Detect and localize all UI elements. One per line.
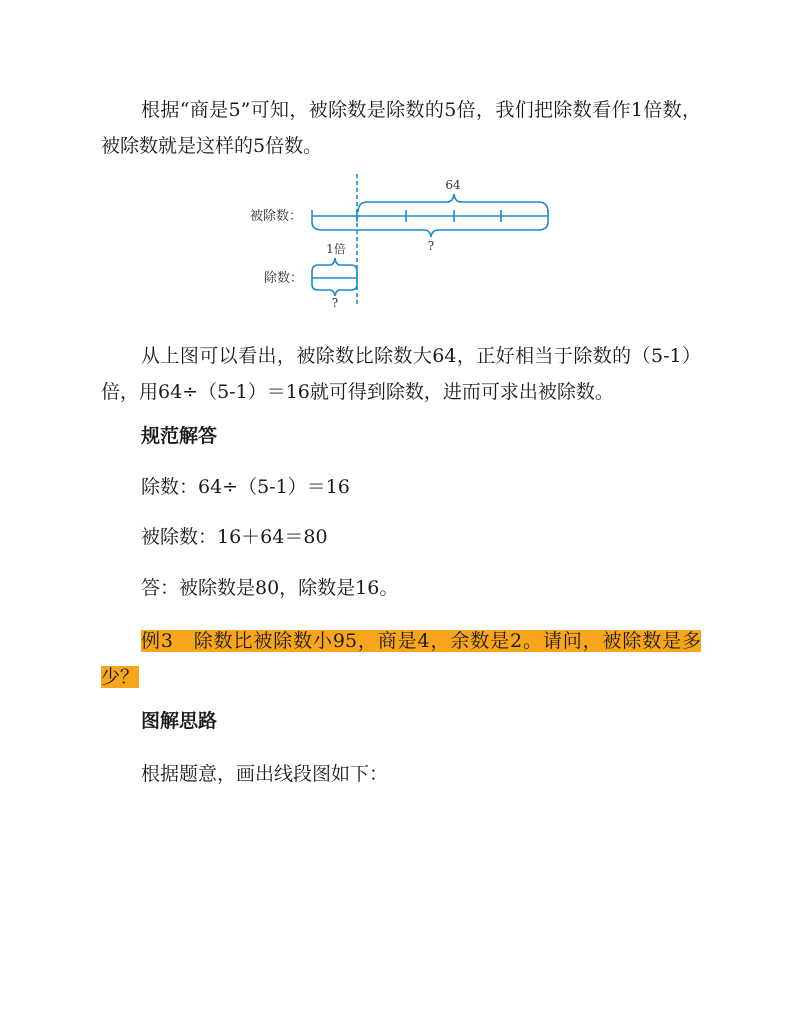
step-divisor: 除数：64÷（5-1）＝16 (141, 476, 350, 498)
one-times-brace (312, 258, 357, 272)
one-times-label: 1倍 (326, 242, 346, 256)
analysis-paragraph: 从上图可以看出，被除数比除数大64，正好相当于除数的（5-1）倍，用64÷（5-1）＝16就可得到除数，进而可求出被除数。 (101, 345, 701, 403)
dividend-question: ? (427, 239, 435, 253)
intro-paragraph: 根据“商是5”可知，被除数是除数的5倍，我们把除数看作1倍数，被除数就是这样的5倍数。 (101, 99, 701, 157)
difference-brace (358, 194, 548, 212)
answer-line: 答：被除数是80，除数是16。 (141, 577, 399, 599)
line-segment-diagram (244, 172, 564, 312)
divisor-brace (312, 284, 357, 296)
thinking-heading: 图解思路 (141, 710, 218, 732)
dividend-label: 被除数： (250, 209, 303, 224)
solution-heading: 规范解答 (141, 425, 218, 447)
step-dividend: 被除数：16＋64＝80 (141, 526, 328, 548)
draw-diagram-instruction: 根据题意，画出线段图如下： (141, 763, 389, 785)
difference-label: 64 (445, 178, 461, 192)
divisor-question: ? (331, 296, 339, 310)
dividend-brace (312, 222, 548, 237)
divisor-label: 除数： (264, 271, 304, 286)
example-3-problem (101, 623, 701, 695)
example-3-highlight: 例3 除数比被除数小95，商是4，余数是2。请问，被除数是多少？ (101, 630, 701, 688)
